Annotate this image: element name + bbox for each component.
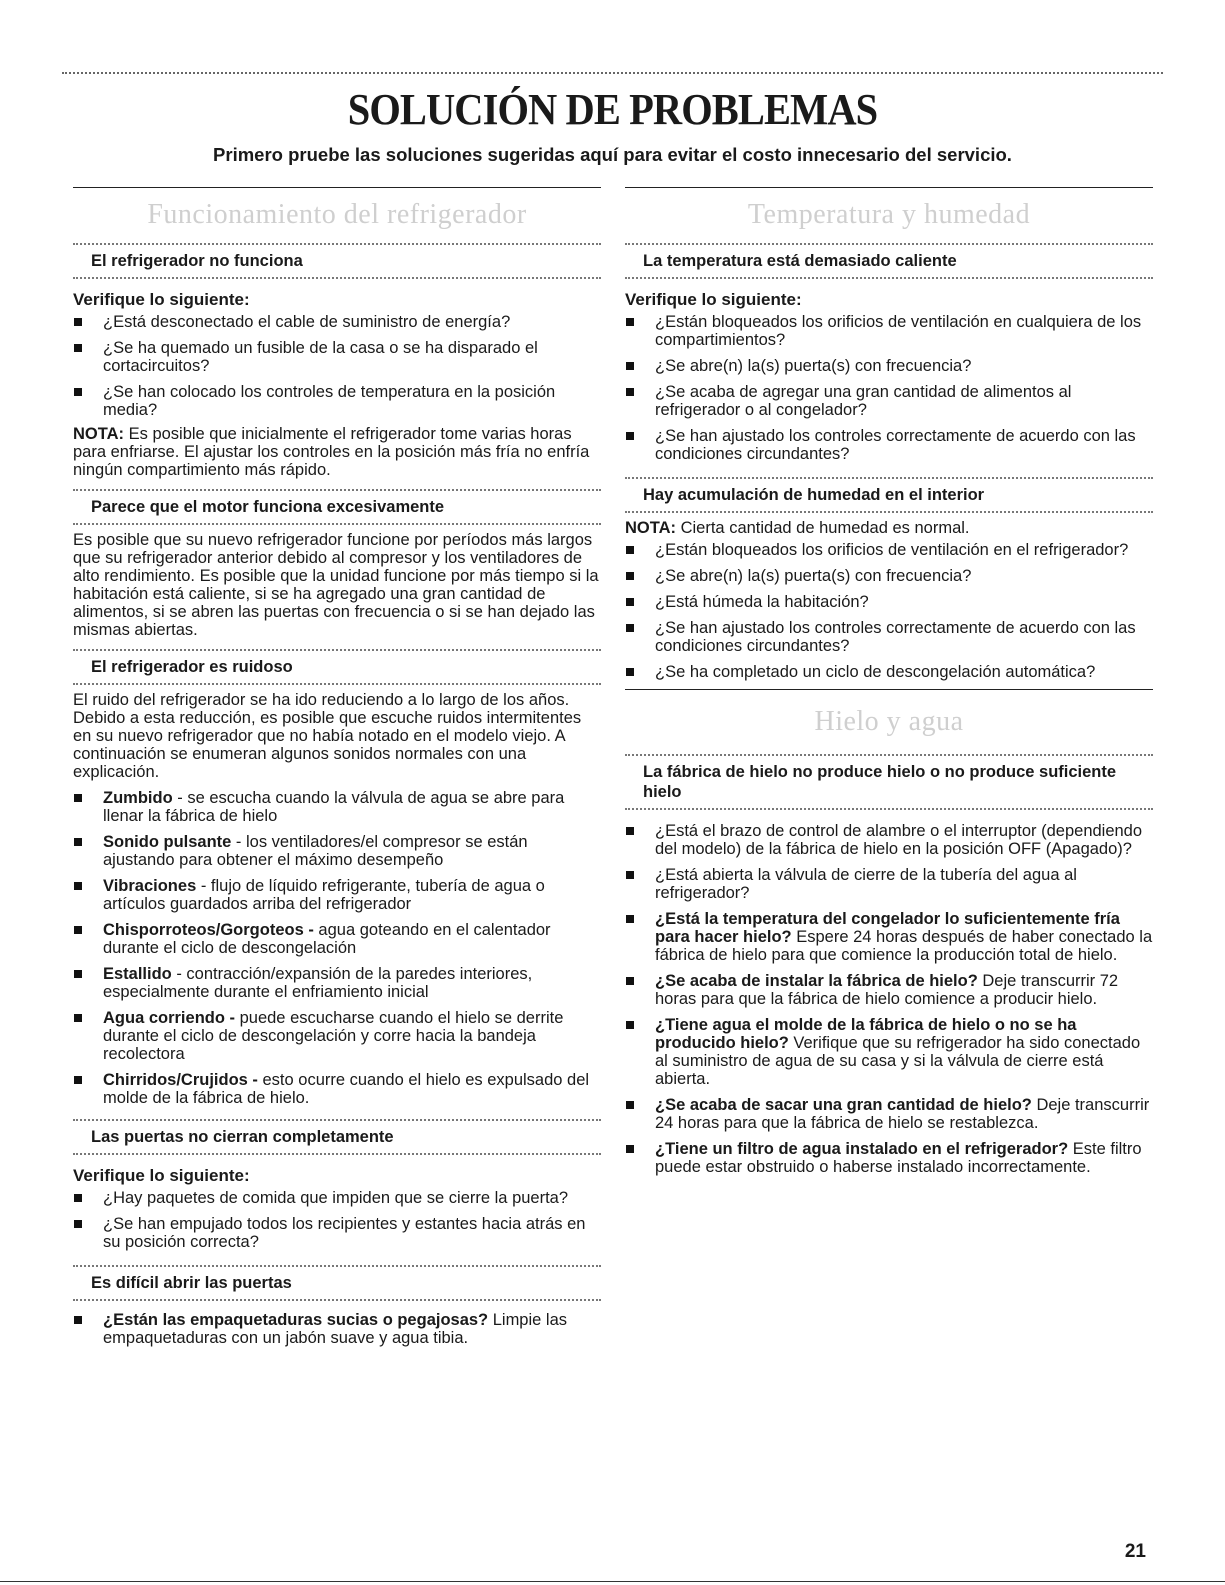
list-item (73, 965, 601, 1001)
list-item (73, 1071, 601, 1107)
column-rule (73, 187, 601, 188)
list-item: ¿Se han empujado todos los recipientes y estantes hacia atrás en su posición correcta? (73, 1215, 601, 1251)
list-item (625, 972, 1153, 1008)
list-item: ¿Está húmeda la habitación? (625, 593, 1153, 611)
list-item (73, 1009, 601, 1063)
section-title-temperature: Temperatura y humedad (747, 199, 1031, 230)
checklist-doors-close (73, 1189, 601, 1251)
list-item (73, 833, 601, 869)
page-number: 21 (1124, 1541, 1146, 1562)
checklist-too-warm (625, 313, 1153, 463)
subheading-motor: Parece que el motor funciona excesivamente (73, 489, 601, 525)
question: ¿Se acaba de instalar la fábrica de hielo? (655, 972, 978, 990)
list-item: ¿Están bloqueados los orificios de ventilación en cualquiera de los compartimientos? (625, 313, 1153, 349)
sound-description: - los ventiladores/el compresor se están ajustando para obtener el máximo desempeño (103, 833, 528, 869)
sound-name: Chirridos/Crujidos - (103, 1071, 258, 1089)
list-item: ¿Está desconectado el cable de suministro de energía? (73, 313, 601, 331)
sound-name: Sonido pulsante (103, 833, 232, 851)
question: ¿Tiene agua el molde de la fábrica de hielo o no se ha producido hielo? (655, 1016, 1077, 1052)
subheading-humidity: Hay acumulación de humedad en el interior (625, 477, 1153, 513)
list-item: ¿Se abre(n) la(s) puerta(s) con frecuencia? (625, 357, 1153, 375)
question: ¿Tiene un filtro de agua instalado en el refrigerador? (655, 1140, 1069, 1158)
note-label: NOTA: (73, 425, 125, 443)
sound-name: Chisporroteos/Gorgoteos - (103, 921, 314, 939)
list-item: ¿Se abre(n) la(s) puerta(s) con frecuencia? (625, 567, 1153, 585)
list-item: ¿Se acaba de agregar una gran cantidad de alimentos al refrigerador o al congelador? (625, 383, 1153, 419)
sound-description: - contracción/expansión de la paredes interiores, especialmente durante el enfriamiento inicial (103, 965, 533, 1001)
check-label: Verifique lo siguiente: (73, 290, 250, 309)
question: ¿Está la temperatura del congelador lo suficientemente fría para hacer hielo? (655, 910, 1120, 946)
sound-list (73, 789, 601, 1107)
answer: Espere 24 horas después de haber conectado la fábrica de hielo para que comience la producción total de hielo. (655, 928, 1153, 964)
answer: Deje transcurrir 72 horas para que la fábrica de hielo comience a producir hielo. (655, 972, 1119, 1008)
motor-paragraph: Es posible que su nuevo refrigerador funcione por períodos más largos que su refrigerador anterior debido al compresor y los ventiladores de alto rendimiento. Es posible que la unidad funcione por más tiempo si la habitación está caliente, si se ha agregado una gran cantidad de alimentos, si se abren las puertas con frecuencia o si se han dejado las mismas abiertas. (73, 531, 599, 639)
list-item (625, 1016, 1153, 1088)
list-item (625, 866, 1153, 902)
list-item: ¿Se han colocado los controles de temperatura en la posición media? (73, 383, 601, 419)
note-text: Cierta cantidad de humedad es normal. (676, 519, 970, 537)
sound-name: Vibraciones (103, 877, 197, 895)
answer: Limpie las empaquetaduras con un jabón suave y agua tibia. (103, 1311, 568, 1347)
list-item (73, 1311, 601, 1347)
section-title-refrigerator: Funcionamiento del refrigerador (147, 199, 527, 230)
subheading-too-warm: La temperatura está demasiado caliente (625, 243, 1153, 279)
list-item (625, 1096, 1153, 1132)
question: ¿Se acaba de sacar una gran cantidad de hielo? (655, 1096, 1032, 1114)
checklist-doors-open (73, 1311, 601, 1347)
page-title: SOLUCIÓN DE PROBLEMAS (347, 85, 878, 134)
check-label: Verifique lo siguiente: (625, 290, 802, 309)
sound-description: - flujo de líquido refrigerante, tubería de agua o artículos guardados arriba del refrigerador (103, 877, 545, 913)
answer: Verifique que su refrigerador ha sido conectado al suministro de agua de su casa y si la válvula de cierre está abierta. (655, 1034, 1141, 1088)
answer: ¿Está el brazo de control de alambre o el interruptor (dependiendo del modelo) de la fábrica de hielo en la posición OFF (Apagado)? (655, 822, 1143, 858)
column-rule (625, 187, 1153, 188)
subheading-noisy: El refrigerador es ruidoso (73, 649, 601, 685)
sound-description: puede escucharse cuando el hielo se derrite durante el ciclo de descongelación y corre hacia la bandeja recolectora (103, 1009, 564, 1063)
list-item (73, 921, 601, 957)
note-paragraph (73, 425, 601, 479)
subheading-doors-open: Es difícil abrir las puertas (73, 1265, 601, 1301)
checklist-humidity (625, 541, 1153, 681)
list-item (625, 1140, 1153, 1176)
list-item (73, 877, 601, 913)
note-paragraph (625, 519, 1153, 537)
sound-name: Agua corriendo - (103, 1009, 236, 1027)
subheading-doors-close: Las puertas no cierran completamente (73, 1119, 601, 1155)
column-rule (625, 689, 1153, 690)
list-item (73, 789, 601, 825)
sound-description: esto ocurre cuando el hielo es expulsado del molde de la fábrica de hielo. (103, 1071, 590, 1107)
checklist-ice-maker (625, 822, 1153, 1176)
answer: Este filtro puede estar obstruido o haberse instalado incorrectamente. (655, 1140, 1142, 1176)
sound-description: - se escucha cuando la válvula de agua se abre para llenar la fábrica de hielo (103, 789, 565, 825)
bottom-rule (0, 1581, 1225, 1582)
section-title-ice-water: Hielo y agua (814, 706, 964, 737)
subheading-not-working: El refrigerador no funciona (73, 243, 601, 279)
list-item (625, 822, 1153, 858)
list-item: ¿Se han ajustado los controles correctamente de acuerdo con las condiciones circundantes? (625, 427, 1153, 463)
note-label: NOTA: (625, 519, 677, 537)
list-item (625, 910, 1153, 964)
sound-description: agua goteando en el calentador durante el ciclo de descongelación (103, 921, 551, 957)
list-item: ¿Se han ajustado los controles correctamente de acuerdo con las condiciones circundantes? (625, 619, 1153, 655)
question: ¿Están las empaquetaduras sucias o pegajosas? (103, 1311, 489, 1329)
subheading-ice-maker: La fábrica de hielo no produce hielo o no produce suficiente hielo (625, 754, 1153, 810)
right-column (625, 187, 1153, 1184)
list-item: ¿Se ha quemado un fusible de la casa o se ha disparado el cortacircuitos? (73, 339, 601, 375)
list-item: ¿Están bloqueados los orificios de ventilación en el refrigerador? (625, 541, 1153, 559)
answer: ¿Está abierta la válvula de cierre de la tubería del agua al refrigerador? (655, 866, 1077, 902)
answer: Deje transcurrir 24 horas para que la fábrica de hielo se restablezca. (655, 1096, 1150, 1132)
list-item: ¿Se ha completado un ciclo de descongelación automática? (625, 663, 1153, 681)
page-subtitle: Primero pruebe las soluciones sugeridas aquí para evitar el costo innecesario del servicio. (213, 144, 1012, 165)
noisy-paragraph: El ruido del refrigerador se ha ido reduciendo a lo largo de los años. Debido a esta reducción, es posible que escuche ruidos intermitentes en su nuevo refrigerador que no había notado en el modelo viejo. A continuación se enumeran algunos sonidos normales con una explicación. (73, 691, 582, 781)
sound-name: Estallido (103, 965, 172, 983)
checklist-not-working (73, 313, 601, 419)
top-dotted-rule (62, 72, 1163, 74)
sound-name: Zumbido (103, 789, 173, 807)
list-item: ¿Hay paquetes de comida que impiden que se cierre la puerta? (73, 1189, 601, 1207)
check-label: Verifique lo siguiente: (73, 1166, 250, 1185)
left-column (73, 187, 601, 1355)
note-text: Es posible que inicialmente el refrigerador tome varias horas para enfriarse. El ajustar los controles en la posición más fría no enfría ningún compartimiento más rápido. (73, 425, 590, 479)
